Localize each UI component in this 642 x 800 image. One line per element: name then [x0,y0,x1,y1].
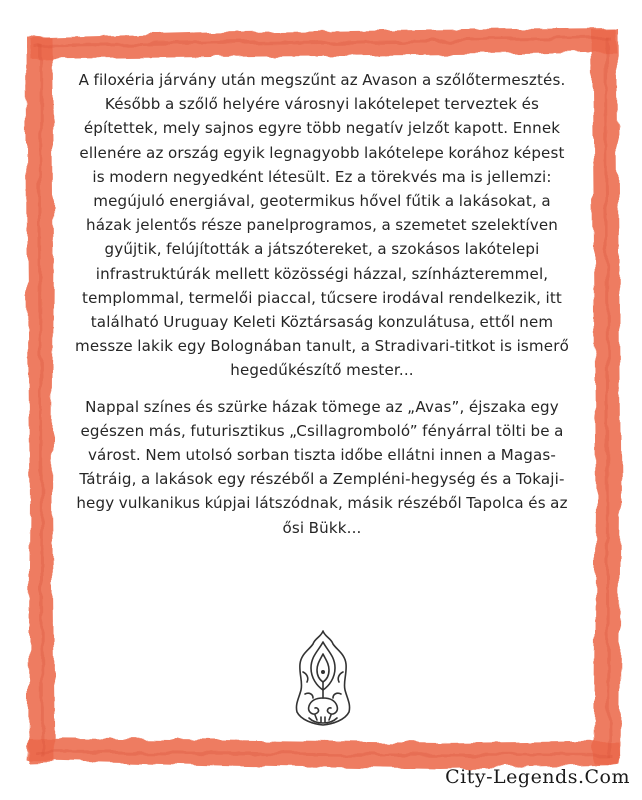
paragraph-1: A filoxéria járvány után megszűnt az Avason a szőlőtermesztés. Később a szőlő helyére városnyi lakótelepet terveztek és építettek, mely sajnos egyre több negatív jelzőt kapott. Ennek ellenére az ország egyik legnagyobb lakótelepe korához képest is modern negyedként létesült. Ez a törekvés ma is jellemzi: megújuló energiával, geotermikus hővel fűtik a lakásokat, a házak jelentős része panelprogramos, a szemetet szelektíven gyűjtik, felújították a játszótereket, a szokásos lakótelepi infrastruktúrák mellett közösségi házzal, színházteremmel, templommal, termelői piaccal, tűcsere irodával rendelkezik, itt található Uruguay Keleti Köztársaság konzulátusa, ettől nem messze lakik egy Bolognában tanult, a Stradivari-titkot is ismerő hegedűkészítő mester... [75,71,569,380]
article-body [72,68,572,540]
site-watermark: City-Legends.Com [445,766,630,788]
paragraph-2: Nappal színes és szürke házak tömege az „Avas”, éjszaka egy egészen más, futurisztikus „Csillagromboló” fényárral tölti be a várost. Nem utolsó sorban tiszta időbe ellátni innen a Magas-Tátráig, a lakások egy részéből a Zempléni-hegység és a Tokaji-hegy vulkanikus kúpjai látszódnak, másik részéből Tapolca és az ősi Bükk... [76,397,568,537]
ornamental-flame-motif-icon [291,628,355,728]
